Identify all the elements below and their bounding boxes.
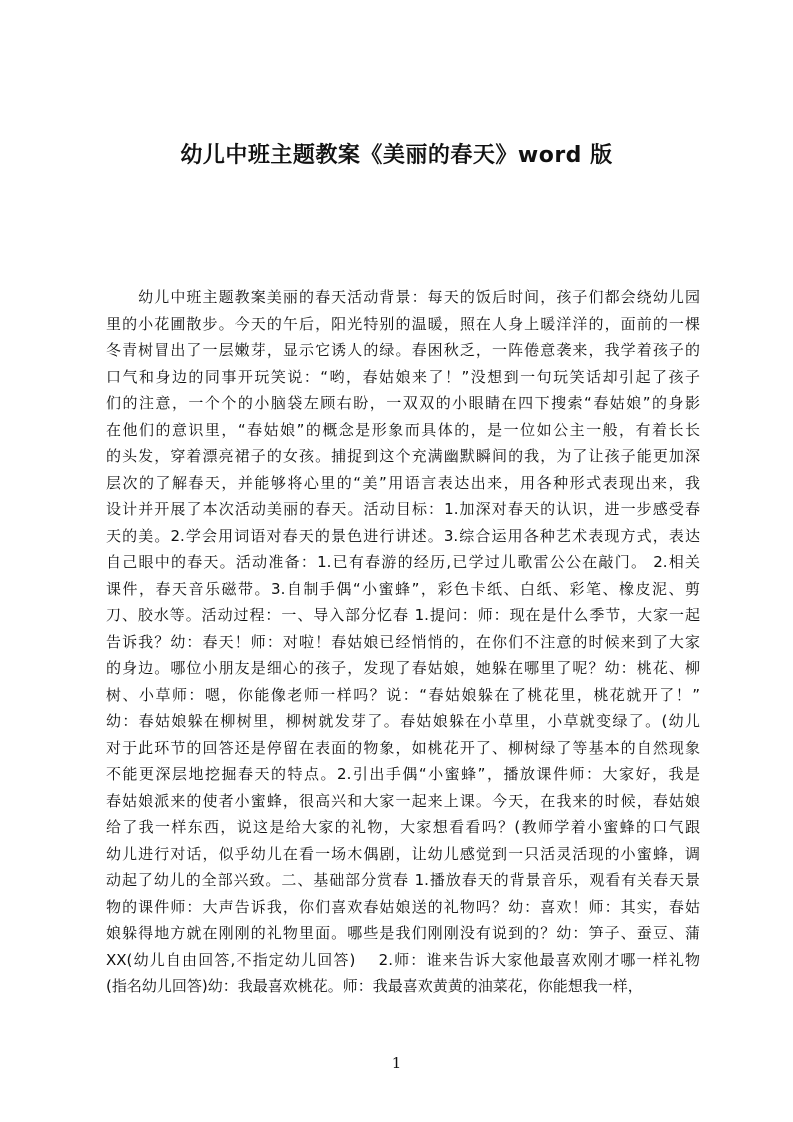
document-title: 幼儿中班主题教案《美丽的春天》word 版 [180,143,613,168]
body-line: 课件，春天音乐磁带。3.自制手偶“小蜜蜂”，彩色卡纸、白纸、彩笔、橡皮泥、剪 [106,579,700,598]
body-line: 的头发，穿着漂亮裙子的女孩。捕捉到这个充满幽默瞬间的我，为了让孩子能更加深 [106,447,700,465]
body-line: 层次的了解春天，并能够将心里的“美”用语言表达出来，用各种形式表现出来，我 [106,473,700,492]
body-line: 对于此环节的回答还是停留在表面的物象，如桃花开了、柳树绿了等基本的自然现象 [106,738,700,757]
body-line: 幼儿中班主题教案美丽的春天活动背景：每天的饭后时间，孩子们都会绕幼儿园 [106,288,700,306]
body-line: 给了我一样东西，说这是给大家的礼物，大家想看看吗？(教师学着小蜜蜂的口气跟 [106,818,700,836]
body-line: XX(幼儿自由回答,不指定幼儿回答) 2.师：谁来告诉大家他最喜欢刚才哪一样礼物 [106,950,700,969]
body-line: 里的小花圃散步。今天的午后，阳光特别的温暖，照在人身上暖洋洋的，面前的一棵 [106,314,700,333]
body-line: 天的美。2.学会用词语对春天的景色进行讲述。3.综合运用各种艺术表现方式，表达 [106,526,700,545]
body-line: 自己眼中的春天。活动准备：1.已有春游的经历,已学过儿歌雷公公在敲门。 2.相关 [106,553,700,571]
body-line: 冬青树冒出了一层嫩芽，显示它诱人的绿。春困秋乏，一阵倦意袭来，我学着孩子的 [106,341,700,359]
body-line: (指名幼儿回答)幼：我最喜欢桃花。师：我最喜欢黄黄的油菜花，你能想我一样， [106,977,643,995]
body-line: 春姑娘派来的使者小蜜蜂，很高兴和大家一起来上课。今天，在我来的时候，春姑娘 [106,791,700,810]
body-line: 的身边。哪位小朋友是细心的孩子，发现了春姑娘，她躲在哪里了呢？幼：桃花、柳 [106,659,700,677]
page-number: 1 [391,1054,402,1072]
body-line: 幼儿进行对话，似乎幼儿在看一场木偶剧，让幼儿感觉到一只活灵活现的小蜜蜂，调 [106,844,700,863]
body-line: 设计并开展了本次活动美丽的春天。活动目标：1.加深对春天的认识，进一步感受春 [106,500,700,518]
body-line: 物的课件师：大声告诉我，你们喜欢春姑娘送的礼物吗？幼：喜欢！师：其实，春姑 [106,897,700,916]
body-line: 告诉我？幼：春天！师：对啦！春姑娘已经悄悄的，在你们不注意的时候来到了大家 [106,632,700,651]
body-line: 刀、胶水等。活动过程：一、导入部分忆春 1.提问：师：现在是什么季节，大家一起 [106,606,700,624]
body-line: 动起了幼儿的全部兴致。二、基础部分赏春 1.播放春天的背景音乐，观看有关春天景 [106,871,700,889]
body-line: 幼：春姑娘躲在柳树里，柳树就发芽了。春姑娘躲在小草里，小草就变绿了。(幼儿 [106,712,700,730]
body-line: 口气和身边的同事开玩笑说：“哟，春姑娘来了！”没想到一句玩笑话却引起了孩子 [106,367,700,386]
body-line: 娘躲得地方就在刚刚的礼物里面。哪些是我们刚刚没有说到的？幼：笋子、蚕豆、蒲 [106,924,700,942]
body-line: 在他们的意识里，“春姑娘”的概念是形象而具体的，是一位如公主一般，有着长长 [106,420,700,439]
body-line: 们的注意，一个个的小脑袋左顾右盼，一双双的小眼睛在四下搜索“春姑娘”的身影 [106,394,700,412]
body-line: 不能更深层地挖掘春天的特点。2.引出手偶“小蜜蜂”，播放课件师：大家好，我是 [106,765,700,783]
body-line: 树、小草师：嗯，你能像老师一样吗？说：“春姑娘躲在了桃花里，桃花就开了！” [106,685,700,704]
document-body [106,284,700,1000]
